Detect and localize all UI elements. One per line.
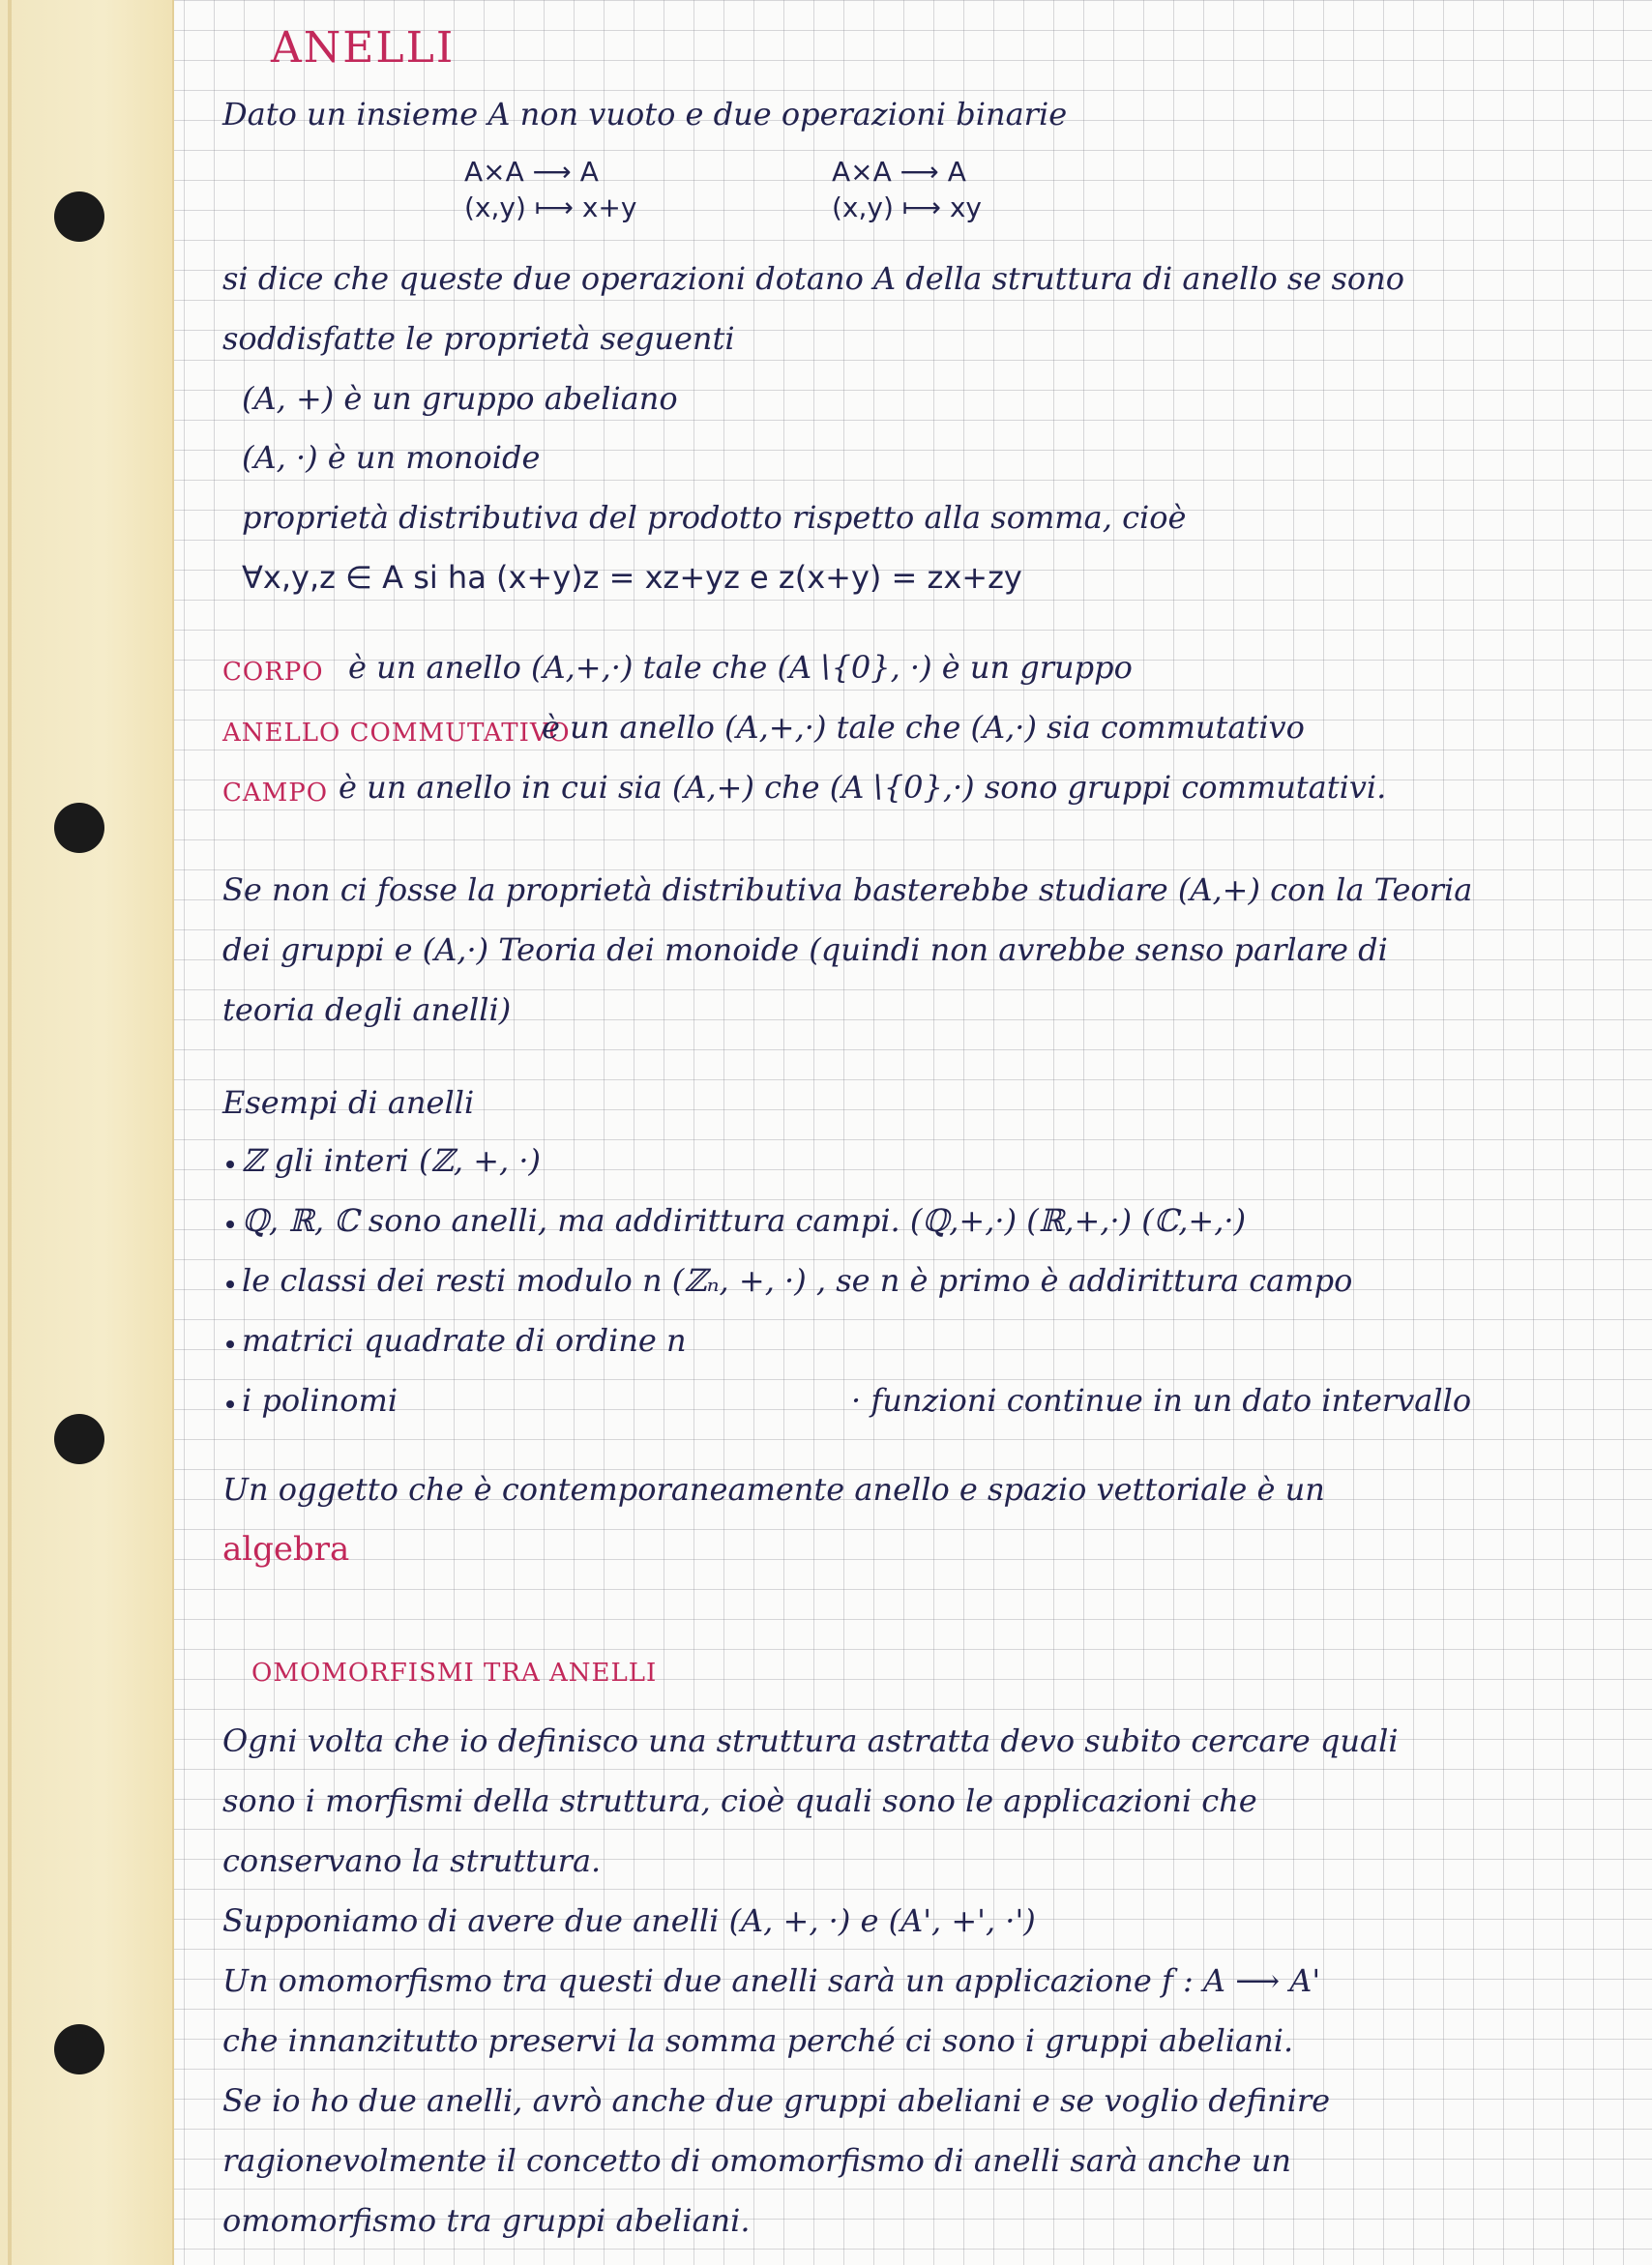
homomorphism-line-4: Supponiamo di avere due anelli (A, +, ·) e (A', +', ·') bbox=[222, 1902, 1036, 1939]
property-monoid: (A, ·) è un monoide bbox=[242, 439, 541, 476]
corpo-definition: è un anello (A,+,·) tale che (A∖{0}, ·) è un gruppo bbox=[348, 649, 1133, 686]
distributive-formula: ∀x,y,z ∈ A si ha (x+y)z = xz+yz e z(x+y) = zx+zy bbox=[242, 559, 1022, 596]
example-polynomials bbox=[242, 1381, 398, 1420]
binder-hole bbox=[54, 1414, 104, 1464]
example-residue-classes bbox=[242, 1261, 1352, 1300]
corpo-label: CORPO bbox=[222, 658, 324, 687]
remark-line-1: Se non ci fosse la proprietà distributiva basterebbe studiare (A,+) con la Teoria bbox=[222, 871, 1473, 908]
homomorphism-line-8: ragionevolmente il concetto di omomorfismo di anelli sarà anche un bbox=[222, 2142, 1291, 2179]
commutative-ring-definition: è un anello (A,+,·) tale che (A,·) sia commutativo bbox=[542, 709, 1305, 746]
commutative-ring-label: ANELLO COMMUTATIVO bbox=[222, 719, 571, 748]
homomorphism-line-5: Un omomorfismo tra questi due anelli sarà un applicazione f : A ⟶ A' bbox=[222, 1962, 1321, 1999]
definition-line-1: si dice che queste due operazioni dotano A della struttura di anello se sono bbox=[222, 260, 1405, 297]
homomorphism-line-2: sono i morfismi della struttura, cioè quali sono le applicazioni che bbox=[222, 1782, 1257, 1819]
example-matrices bbox=[242, 1321, 687, 1360]
campo-definition: è un anello in cui sia (A,+) che (A∖{0},·) sono gruppi commutativi. bbox=[339, 769, 1387, 806]
example-text: matrici quadrate di ordine n bbox=[242, 1322, 687, 1359]
example-text: ℚ, ℝ, ℂ sono anelli, ma addirittura campi. (ℚ,+,·) (ℝ,+,·) (ℂ,+,·) bbox=[242, 1202, 1247, 1239]
operation-sum-line1: A×A ⟶ A bbox=[464, 156, 599, 188]
operation-product-line1: A×A ⟶ A bbox=[832, 156, 966, 188]
bullet bbox=[226, 1340, 234, 1348]
margin-strip bbox=[0, 0, 174, 2265]
homomorphism-line-9: omomorfismo tra gruppi abeliani. bbox=[222, 2202, 751, 2239]
intro-line: Dato un insieme A non vuoto e due operazioni binarie bbox=[222, 96, 1068, 132]
examples-title: Esempi di anelli bbox=[222, 1084, 475, 1121]
property-distributive: proprietà distributiva del prodotto rispetto alla somma, cioè bbox=[242, 499, 1187, 536]
example-text: le classi dei resti modulo n (ℤₙ, +, ·) , se n è primo è addirittura campo bbox=[242, 1262, 1353, 1299]
algebra-line: Un oggetto che è contemporaneamente anello e spazio vettoriale è un bbox=[222, 1471, 1325, 1508]
binder-hole bbox=[54, 191, 104, 242]
example-integers bbox=[242, 1141, 541, 1180]
bullet bbox=[226, 1161, 234, 1168]
binder-hole bbox=[54, 803, 104, 853]
algebra-term: algebra bbox=[222, 1530, 350, 1569]
bullet bbox=[226, 1400, 234, 1408]
remark-line-2: dei gruppi e (A,·) Teoria dei monoide (quindi non avrebbe senso parlare di bbox=[222, 931, 1388, 968]
example-text: ℤ gli interi (ℤ, +, ·) bbox=[242, 1142, 541, 1179]
campo-label: CAMPO bbox=[222, 779, 329, 808]
homomorphism-section-title: OMOMORFISMI TRA ANELLI bbox=[251, 1659, 658, 1688]
page-title: ANELLI bbox=[271, 23, 456, 73]
binder-hole bbox=[54, 2024, 104, 2074]
operation-product-line2: (x,y) ⟼ xy bbox=[832, 191, 982, 223]
example-continuous-functions: · funzioni continue in un dato intervallo bbox=[851, 1382, 1472, 1419]
property-abelian-group: (A, +) è un gruppo abeliano bbox=[242, 380, 678, 417]
homomorphism-line-6: che innanzitutto preservi la somma perché ci sono i gruppi abeliani. bbox=[222, 2022, 1294, 2059]
homomorphism-line-3: conservano la struttura. bbox=[222, 1842, 602, 1879]
homomorphism-line-7: Se io ho due anelli, avrò anche due gruppi abeliani e se voglio definire bbox=[222, 2082, 1331, 2119]
bullet bbox=[226, 1280, 234, 1288]
example-text: i polinomi bbox=[242, 1382, 398, 1419]
remark-line-3: teoria degli anelli) bbox=[222, 991, 512, 1028]
homomorphism-line-1: Ogni volta che io definisco una struttura astratta devo subito cercare quali bbox=[222, 1722, 1399, 1759]
example-fields bbox=[242, 1201, 1246, 1240]
operation-sum-line2: (x,y) ⟼ x+y bbox=[464, 191, 637, 223]
bullet bbox=[226, 1221, 234, 1228]
definition-line-2: soddisfatte le proprietà seguenti bbox=[222, 320, 735, 357]
